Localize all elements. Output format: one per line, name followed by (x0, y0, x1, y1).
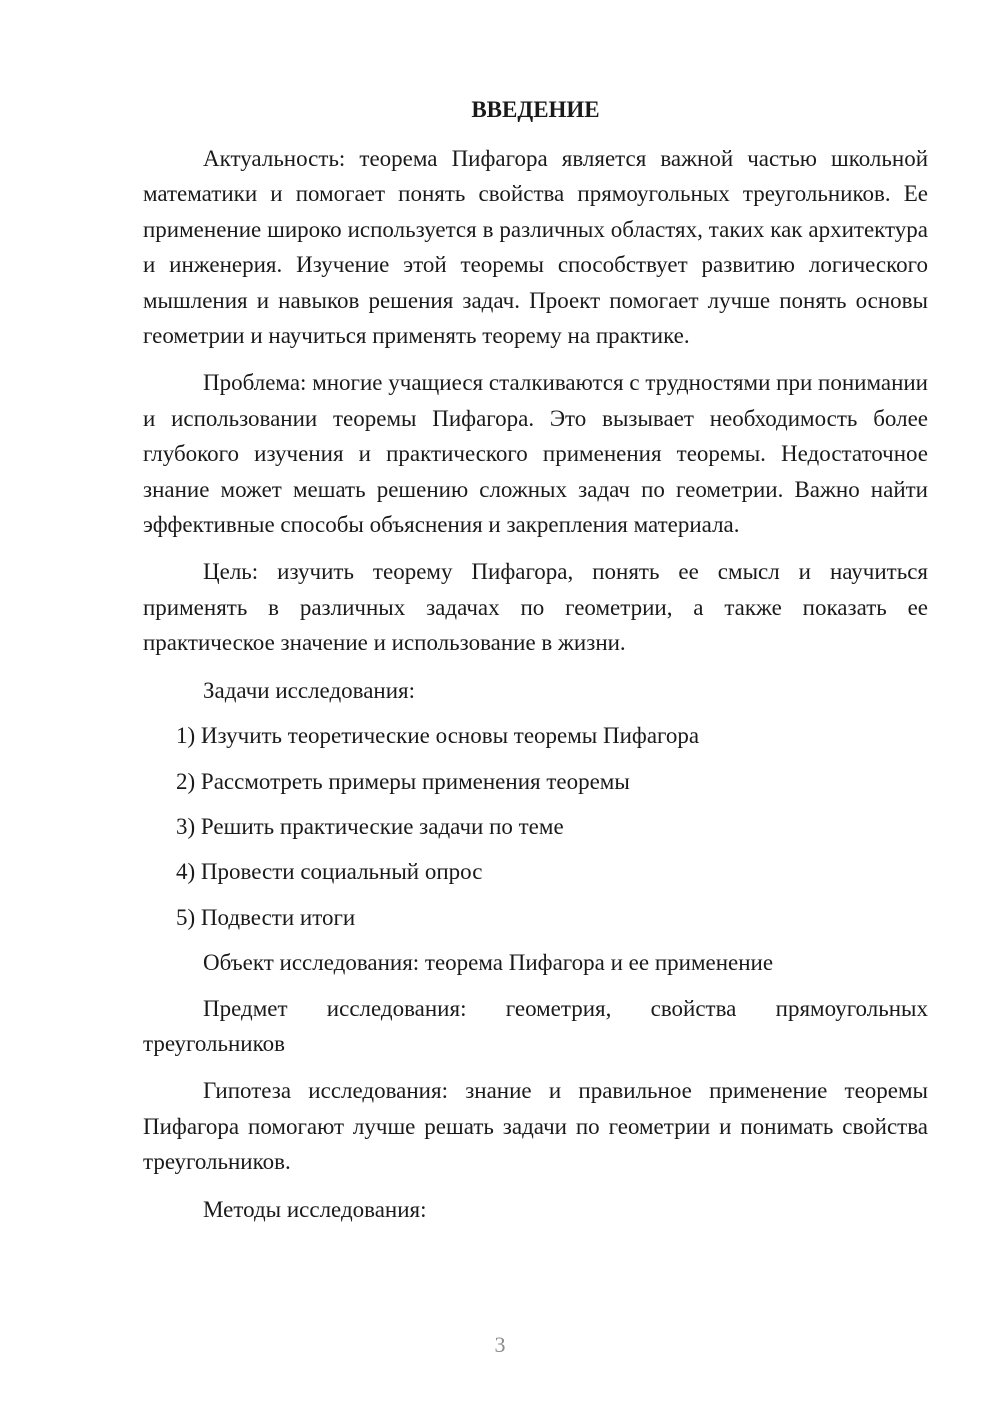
page-title: ВВЕДЕНИЕ (471, 97, 600, 122)
list-item: 4) Провести социальный опрос (176, 859, 483, 885)
hypothesis-paragraph: Гипотеза исследования: знание и правильное применение теоремы Пифагора помогают лучше решать задачи по геометрии и понимать свойства треугольников. (143, 1078, 928, 1175)
object-paragraph: Объект исследования: теорема Пифагора и ее применение (203, 950, 774, 976)
goal-paragraph: Цель: изучить теорему Пифагора, понять ее смысл и научиться применять в различных задачах по геометрии, а также показать ее практическое значение и использование в жизни. (143, 559, 928, 656)
subject-paragraph: Предмет исследования: геометрия, свойства прямоугольных треугольников (143, 995, 928, 1056)
problem-paragraph: Проблема: многие учащиеся сталкиваются с трудностями при понимании и использовании теоремы Пифагора. Это вызывает необходимость более глубокого изучения и практического применения теоремы. Недостаточное знание может мешать решению сложных задач по геометрии. Важно найти эффективные способы объяснения и закрепления материала. (143, 370, 928, 538)
relevance-paragraph: Актуальность: теорема Пифагора является важной частью школьной математики и помогает понять свойства прямоугольных треугольников. Ее применение широко используется в различных областях, таких как архитектура и инженерия. Изучение этой теоремы способствует развитию логического мышления и навыков решения задач. Проект помогает лучше понять основы геометрии и научиться применять теорему на практике. (143, 146, 928, 349)
document-page (143, 92, 928, 1237)
list-item: 3) Решить практические задачи по теме (176, 813, 564, 839)
list-item: 2) Рассмотреть примеры применения теоремы (176, 768, 630, 794)
tasks-list (143, 718, 928, 935)
list-item: 5) Подвести итоги (176, 904, 356, 930)
tasks-heading: Задачи исследования: (203, 677, 416, 703)
list-item: 1) Изучить теоретические основы теоремы Пифагора (176, 723, 700, 749)
page-number: 3 (494, 1332, 506, 1357)
methods-paragraph: Методы исследования: (203, 1196, 427, 1222)
